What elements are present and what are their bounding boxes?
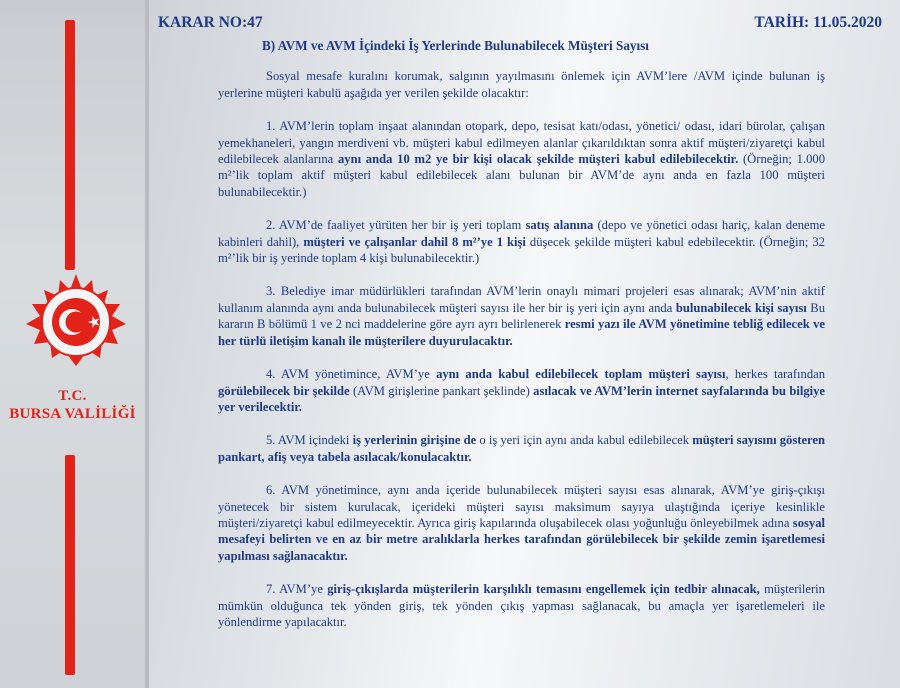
article-paragraph-2 [218, 217, 825, 266]
org-name-line1: T.C. [58, 388, 87, 404]
text-segment: düşecek şekilde müşteri kabul edebilecektir. (Örneğin; 32 m²’lik bir iş yerinde toplam 4 kişi bulunabilecektir.) [218, 234, 825, 266]
intro-paragraph: Sosyal mesafe kuralını korumak, salgının yayılmasını önlemek için AVM’lere /AVM içinde bulunan iş yerlerine müşteri kabulü aşağıda yer verilen şekilde olacaktır: [218, 69, 825, 100]
article-list [218, 118, 825, 630]
text-segment: (AVM girişlerine pankart şeklinde) [349, 383, 534, 398]
bold-text: aynı anda 10 m2 ye bir kişi olacak şekilde müşteri kabul edilebilecektir. [337, 152, 739, 167]
bold-text: görülebilecek bir şekilde [218, 383, 350, 398]
article-paragraph-3 [218, 283, 825, 349]
decision-number: KARAR NO:47 [158, 14, 263, 31]
sidebar-divider [145, 0, 149, 688]
red-stripe-bottom [65, 455, 75, 675]
text-segment: Bu kararın B bölümü 1 ve 2 nci maddelerine göre ayrı ayrı belirlenerek [218, 300, 825, 332]
bold-text: giriş-çıkışlarda müşterilerin karşılıklı temasını engellemek için tedbir alınacak, [327, 582, 760, 597]
text-segment: 1. AVM’lerin toplam inşaat alanından otopark, depo, tesisat katı/odası, yönetici/ odası, idari bürolar, çalışan yemekhaneleri, yangın merdiveni vb. müşteri kabul edilmeyen alanlar çıkarıldıktan sonra aktif müşteri/ziyaretçi kabul edilebilecek alanlarına [218, 119, 825, 167]
bold-text: bulunabilecek kişi sayısı [675, 300, 807, 315]
text-segment: 7. AVM’ye [266, 582, 328, 597]
article-paragraph-6 [218, 482, 825, 564]
bold-text: müşteri sayısını gösteren pankart, afiş veya tabela asılacak/konulacaktır. [218, 433, 825, 464]
text-segment: o iş yeri için aynı anda kabul edilebilecek [476, 433, 693, 448]
bold-text: aynı anda kabul edilebilecek toplam müşteri sayısı [436, 367, 726, 382]
section-title: B) AVM ve AVM İçindeki İş Yerlerinde Bulunabilecek Müşteri Sayısı [262, 38, 649, 53]
bold-text: sosyal mesafeyi belirten ve en az bir metre aralıklarla herkes tarafından görülebilecek bir şekilde zemin işaretlemesi yapılması sağlanacaktır. [218, 515, 825, 563]
bold-text: satış alanına [525, 218, 594, 233]
text-segment: 2. AVM’de faaliyet yürüten her bir iş yeri toplam [266, 218, 526, 233]
article-paragraph-1 [218, 118, 825, 200]
text-segment: 6. AVM yönetimince, aynı anda içeride bulunabilecek müşteri sayısı esas alınarak, AVM’ye giriş-çıkışı yönetecek bir sistem kurulacak, içerideki müşteri sayısı maksimum sayıya ulaştığında içeriye kesinlikle müşteri/ziyaretçi kabul edilmeyecektir. Ayrıca giriş kapılarında oluşabilecek olası yoğunluğu önleyebilmek adına [218, 483, 825, 530]
text-segment: (depo ve yönetici odası hariç, kalan deneme kabinleri dahil), [218, 218, 826, 249]
article-paragraph-7 [218, 581, 825, 630]
text-segment: 5. AVM içindeki [266, 433, 353, 448]
text-segment: 3. Belediye imar müdürlükleri tarafından AVM’lerin onaylı mimari projeleri esas alınarak; AVM’nin aktif kullanım alanında aynı anda bulunabilecek müşteri sayısı ile her bir iş yeri için aynı anda [218, 284, 825, 315]
article-paragraph-5 [218, 432, 825, 465]
bold-text: asılacak ve AVM’lerin internet sayfalarında bu bilgiye yer verilecektir. [218, 383, 825, 414]
article-paragraph-4 [218, 366, 825, 415]
sidebar [0, 0, 145, 688]
text-segment: müşterilerin mümkün olduğunca tek yönden giriş, tek yönden çıkış yapması sağlanacak, bu amaçla yer işaretlemeleri ile yönlendirme yapılacaktır. [218, 582, 825, 629]
bursa-valiligi-emblem-icon [22, 268, 130, 376]
bold-text: müşteri ve çalışanlar dahil 8 m²’ye 1 kişi [303, 234, 526, 249]
decision-date: TARİH: 11.05.2020 [754, 14, 882, 31]
org-name-line2: BURSA VALİLİĞİ [9, 406, 136, 422]
text-segment: 4. AVM yönetimince, AVM’ye [266, 367, 437, 382]
text-segment: , herkes tarafından [725, 367, 826, 382]
red-stripe-top [65, 20, 75, 270]
bold-text: iş yerlerinin girişine de [352, 433, 477, 448]
text-segment: (Örneğin; 1.000 m²’lik toplam aktif müşteri kabul edilebilecek alanı bulunan bir AVM’de aynı anda en fazla 100 müşteri bulunabilecektir.) [218, 152, 826, 199]
bold-text: resmi yazı ile AVM yönetimine tebliğ edilecek ve her türlü iletişim kanalı ile müşterilere duyurulacaktır. [218, 317, 825, 348]
document-body [218, 38, 825, 647]
